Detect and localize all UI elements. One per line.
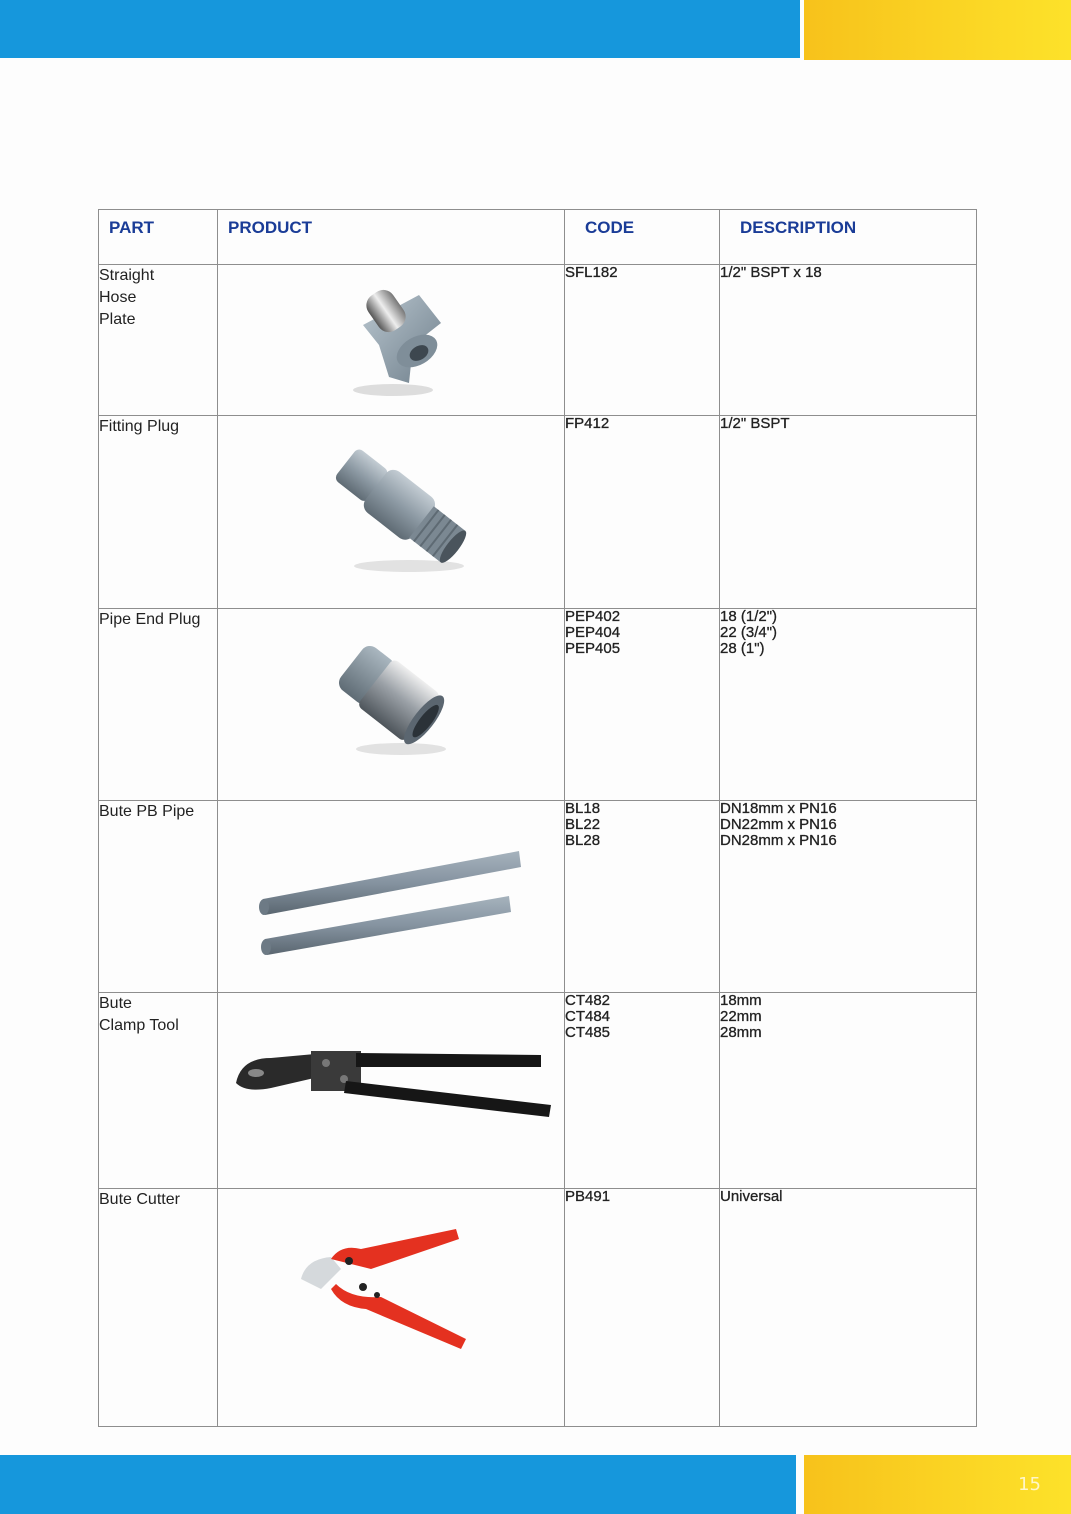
product-cell [218,265,565,416]
product-table [98,209,977,1427]
part-text: Clamp Tool [99,1017,179,1034]
code-text: PEP405 [565,640,621,657]
code-text: PEP402 [565,608,621,625]
description-text: 1/2" BSPT x 18 [720,264,822,281]
code-cell [565,1189,720,1427]
product-cell [218,1189,565,1427]
code-cell [565,801,720,993]
table-header-row [99,210,977,265]
code-cell [565,265,720,416]
fitting-plug-icon [291,416,491,596]
description-text: 28mm [720,1024,762,1041]
part-text: Fitting Plug [99,418,180,435]
part-text: Straight [99,267,155,284]
part-cell [99,416,218,609]
description-cell [720,1189,977,1427]
part-cell [99,609,218,801]
description-text: 22 (3/4") [720,624,778,641]
code-text: CT484 [565,1008,611,1025]
table-row [99,1189,977,1427]
description-text: DN28mm x PN16 [720,832,837,849]
description-cell [720,801,977,993]
part-cell [99,1189,218,1427]
code-text: BL28 [565,832,601,849]
code-text: SFL182 [565,264,618,281]
code-text: PB491 [565,1188,611,1205]
description-text: 18 (1/2") [720,608,778,625]
header-code: CODE [565,210,720,265]
part-text: Plate [99,311,136,328]
pb-pipe-icon [241,801,541,971]
part-text: Bute [99,995,132,1012]
description-text: Universal [720,1188,783,1205]
part-text: Pipe End Plug [99,611,201,628]
table-row [99,265,977,416]
clamp-tool-icon [226,993,556,1143]
part-cell [99,801,218,993]
code-text: CT482 [565,992,611,1009]
part-cell [99,265,218,416]
part-text: Hose [99,289,137,306]
description-text: DN18mm x PN16 [720,800,837,817]
part-text: Bute PB Pipe [99,803,195,820]
page-number: 15 [1018,1474,1041,1495]
description-cell [720,416,977,609]
description-cell [720,265,977,416]
description-text: 18mm [720,992,762,1009]
description-text: 22mm [720,1008,762,1025]
table-row [99,416,977,609]
code-text: FP412 [565,415,610,432]
pipe-cutter-icon [281,1189,501,1379]
product-cell [218,993,565,1189]
product-cell [218,416,565,609]
description-text: 1/2" BSPT [720,415,790,432]
part-cell [99,993,218,1189]
code-text: PEP404 [565,624,621,641]
part-text: Bute Cutter [99,1191,180,1208]
hose-plate-icon [301,265,481,405]
header-product: PRODUCT [218,210,565,265]
code-text: CT485 [565,1024,611,1041]
top-blue-band [0,0,800,58]
description-cell [720,993,977,1189]
product-cell [218,801,565,993]
header-description: DESCRIPTION [720,210,977,265]
code-cell [565,993,720,1189]
table-row [99,609,977,801]
table-row [99,801,977,993]
pipe-end-plug-icon [301,609,481,779]
table-row [99,993,977,1189]
header-part: PART [99,210,218,265]
description-text: 28 (1") [720,640,765,657]
product-cell [218,609,565,801]
code-cell [565,416,720,609]
description-text: DN22mm x PN16 [720,816,837,833]
code-text: BL22 [565,816,601,833]
bottom-blue-band [0,1455,796,1514]
top-yellow-band [804,0,1071,60]
code-cell [565,609,720,801]
code-text: BL18 [565,800,601,817]
description-cell [720,609,977,801]
